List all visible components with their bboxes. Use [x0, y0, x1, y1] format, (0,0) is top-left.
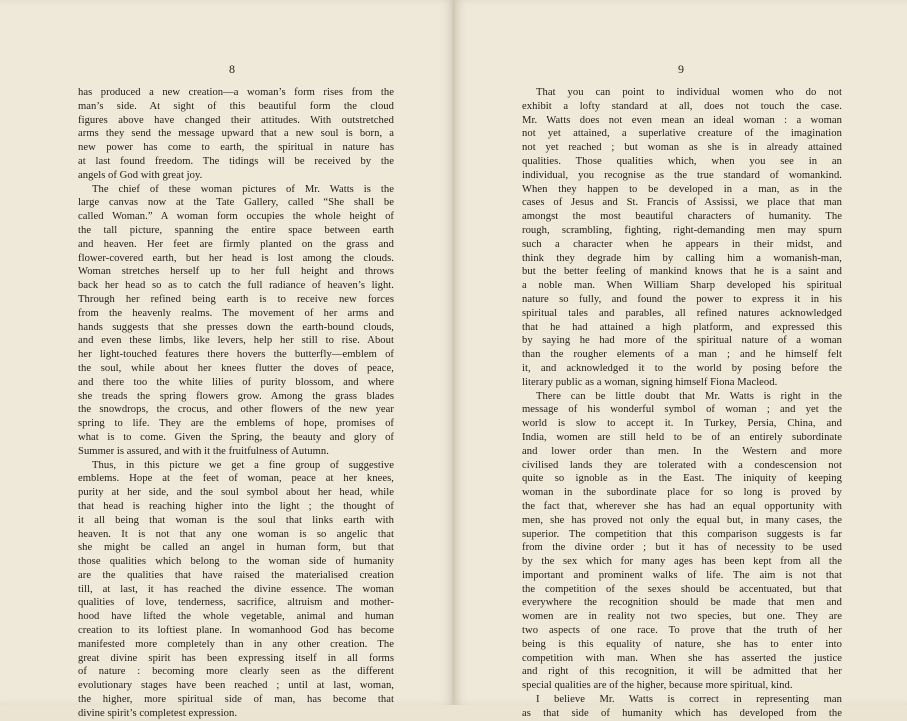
- text-line: it all being that woman is the soul that links earth with: [78, 514, 394, 526]
- text-line: and even these limbs, like levers, help her still to rise. About: [78, 335, 394, 347]
- text-line: are the qualities that have raised the materialised creation: [78, 569, 394, 581]
- text-line: and heaven. Her feet are firmly planted on the grass and: [78, 238, 394, 250]
- text-line: emblems. Hope at the feet of woman, peace at her knees,: [78, 473, 394, 485]
- text-line: the tall picture, spanning the entire space between earth: [78, 224, 394, 236]
- text-line: great divine spirit has been expressing itself in all forms: [78, 652, 394, 664]
- text-line: cases of Jesus and St. Francis of Assissi, we place that man: [522, 197, 842, 209]
- right-page: [455, 0, 907, 719]
- text-line: amongst the most beautiful characters of humanity. The: [522, 211, 842, 223]
- text-line: by the sex which for many ages has been kept from all the: [522, 556, 842, 568]
- text-line: not yet reached ; but woman as she is in already attained: [522, 142, 842, 154]
- text-line: being is this equality of nature, she has to enter into: [522, 638, 842, 650]
- text-line: men, she has proved not only the equal but, in many cases, the: [522, 514, 842, 526]
- text-line: her light-touched features there hovers the butterfly—emblem of: [78, 349, 394, 361]
- text-line: individual, you recognise as the true standard of womankind.: [522, 169, 842, 181]
- text-line: the snowdrops, the crocus, and other flowers of the new year: [78, 404, 394, 416]
- text-line: not yet attained, a superlative creature of the imagination: [522, 128, 842, 140]
- text-line: till, at last, it has reached the divine essence. The woman: [78, 583, 394, 595]
- text-line: Woman stretches herself up to her full height and throws: [78, 266, 394, 278]
- text-line: Summer is assured, and with it the fruitfulness of Autumn.: [78, 445, 329, 457]
- text-line: she might be called an angel in human form, but that: [78, 542, 394, 554]
- text-line: divine spirit’s completest expression.: [78, 707, 238, 719]
- text-line: has produced a new creation—a woman’s form rises from the: [78, 87, 394, 98]
- text-line: back her head so as to catch the full radiance of heaven’s light.: [78, 280, 394, 292]
- left-page: [0, 0, 453, 719]
- text-line: a noble man. When William Sharp developed his spiritual: [522, 280, 842, 292]
- page-number: 9: [678, 62, 684, 76]
- text-line: important and prominent walks of life. The aim is not that: [522, 569, 842, 581]
- page-number: 8: [229, 62, 235, 76]
- text-line: from the divine order ; but it has of necessity to be used: [522, 542, 842, 554]
- text-line: hood have lifted the whole vegetable, animal and human: [78, 611, 394, 623]
- text-line: than the rougher elements of a man ; and he himself felt: [522, 349, 842, 361]
- text-line: at last found freedom. The tidings will be received by the: [78, 155, 394, 167]
- text-line: Thus, in this picture we get a fine group of suggestive: [92, 459, 394, 471]
- text-line: exhibit a lofty standard at all, does not touch the case.: [522, 100, 842, 112]
- text-line: the fact that, wherever she has had an equal opportunity with: [522, 500, 842, 512]
- text-line: Mr. Watts does not even mean an ideal woman : a woman: [522, 114, 842, 126]
- text-line: superior. The competition that this comparison suggests is far: [522, 528, 842, 540]
- text-line: called Woman.” A woman form occupies the whole height of: [78, 211, 394, 223]
- text-line: new power has come to earth, the spiritual in nature has: [78, 142, 394, 154]
- text-line: what is to come. Given the Spring, the beauty and glory of: [78, 431, 394, 443]
- text-line: that he had attained a high platform, and expressed this: [522, 321, 842, 333]
- body-text: [78, 86, 394, 721]
- text-line: That you can point to individual women who do not: [536, 87, 842, 98]
- text-line: those qualities which belong to the woman side of humanity: [78, 556, 394, 568]
- text-line: evolutionary stages have been reached ; until at last, woman,: [78, 680, 394, 692]
- text-line: figures above have changed their attitudes. With outstretched: [78, 114, 394, 126]
- text-line: literary public as a woman, signing himself Fiona Macleod.: [522, 376, 778, 388]
- text-line: world is slow to accept it. In Turkey, Persia, China, and: [522, 418, 842, 430]
- text-line: spring to life. They are the emblems of hope, promises of: [78, 418, 394, 430]
- text-line: and lower order than men. In the Western and more: [522, 445, 842, 457]
- text-line: and right of this recognition, it will be admitted that her: [522, 666, 842, 678]
- text-line: flower-covered earth, but her head is lost among the clouds.: [78, 252, 394, 264]
- text-line: manifested more completely than in any other creation. The: [78, 638, 394, 650]
- text-line: by saying he had more of the spiritual nature of a woman: [522, 335, 842, 347]
- text-line: and there too the white lilies of purity blossom, and where: [78, 376, 394, 388]
- text-line: man’s side. At sight of this beautiful form the cloud: [78, 100, 394, 112]
- text-line: rough, scrambling, fighting, right-demanding men may spurn: [522, 224, 842, 236]
- text-line: The chief of these woman pictures of Mr. Watts is the: [92, 183, 394, 195]
- text-line: I believe Mr. Watts is correct in representing man: [536, 694, 842, 706]
- text-line: the soul, while about her knees flutter the doves of peace,: [78, 362, 394, 374]
- text-line: she treads the spring flowers grow. Among the grass blades: [78, 390, 394, 402]
- text-line: think they degrade him by calling him a womanish-man,: [522, 252, 842, 264]
- text-line: India, women are still held to be of an entirely subordinate: [522, 431, 842, 443]
- text-line: heaven. It is not that any one woman is so angelic that: [78, 528, 394, 540]
- text-line: qualities. Those qualities which, when you see in an: [522, 155, 842, 167]
- text-line: special qualities are of the higher, because more spiritual, kind.: [522, 680, 793, 692]
- text-line: spiritual tales and parables, all refined natures acknowledged: [522, 307, 842, 319]
- text-line: that head is reaching higher into the light ; the thought of: [78, 500, 394, 512]
- text-line: of nature : becoming more clearly seen as the different: [78, 666, 394, 678]
- text-line: the competition of the sexes should be accentuated, but that: [522, 583, 842, 595]
- text-line: Through her refined being earth is to receive new forces: [78, 293, 394, 305]
- text-line: large canvas now at the Tate Gallery, called “She shall be: [78, 197, 394, 209]
- text-line: two aspects of one race. To prove that the truth of her: [522, 625, 842, 637]
- text-line: arms they send the message upward that a new soul is born, a: [78, 128, 394, 140]
- text-line: creation to its loftiest plane. In womanhood God has become: [78, 625, 394, 637]
- text-line: hands suggests that she presses down the earth-bound clouds,: [78, 321, 394, 333]
- text-line: nature so fully, and found the power to express it in his: [522, 293, 842, 305]
- text-line: it, and acknowledged it to the world by posing before the: [522, 362, 842, 374]
- text-line: quite so ignoble as in the East. The iniquity of keeping: [522, 473, 842, 485]
- text-line: civilised lands they are tolerated with a condescension not: [522, 459, 842, 471]
- text-line: purity at her side, and the soul symbol about her head, while: [78, 487, 394, 499]
- text-line: women are in reality not two species, but one. They are: [522, 611, 842, 623]
- body-text: [522, 86, 842, 721]
- text-line: everywhere the recognition should be made that men and: [522, 597, 842, 609]
- text-line: as that side of humanity which has developed from the: [522, 707, 842, 719]
- text-line: but the better feeling of mankind knows that he is a saint and: [522, 266, 842, 278]
- text-line: competition with man. When she has asserted the justice: [522, 652, 842, 664]
- text-line: from the heavenly realms. The movement of her arms and: [78, 307, 394, 319]
- text-line: There can be little doubt that Mr. Watts is right in the: [536, 390, 842, 402]
- text-line: angels of God with great joy.: [78, 169, 203, 181]
- text-line: the higher, more spiritual side of man, has become that: [78, 694, 394, 706]
- text-line: such a character when he appears in their midst, and: [522, 238, 842, 250]
- text-line: When they happen to be developed in a man, as in the: [522, 183, 842, 195]
- text-line: woman in the subordinate place for so long is proved by: [522, 487, 842, 499]
- text-line: qualities of love, tenderness, sacrifice, altruism and mother-: [78, 597, 394, 609]
- text-line: message of his wonderful symbol of woman ; and yet the: [522, 404, 842, 416]
